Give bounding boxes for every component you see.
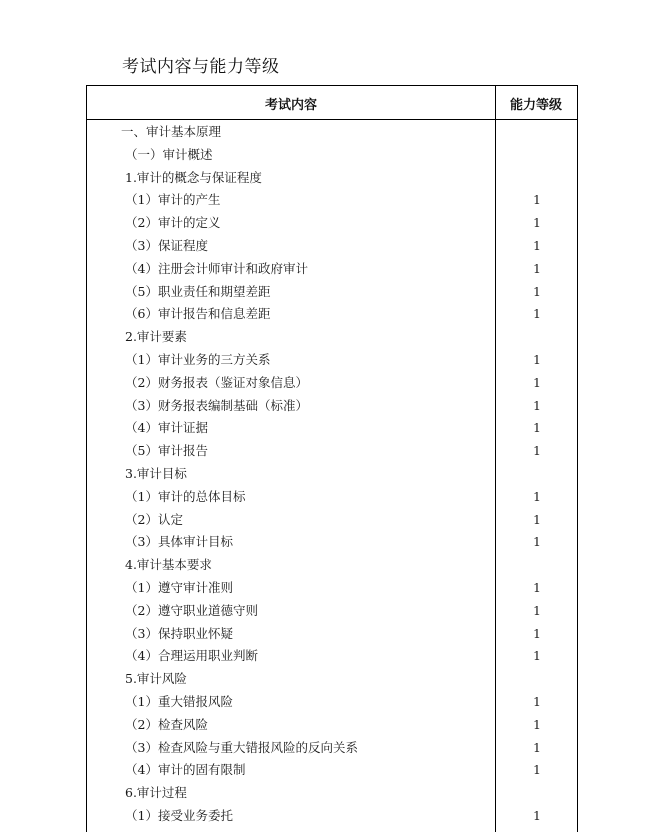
row-ability-level: 1 <box>533 420 541 436</box>
table-row <box>87 645 577 668</box>
table-row <box>87 189 577 212</box>
row-ability-level: 1 <box>533 192 541 208</box>
row-ability-level: 1 <box>533 762 541 778</box>
row-content: 5.审计风险 <box>125 671 187 687</box>
row-ability-level: 1 <box>533 739 541 755</box>
row-content: （4）注册会计师审计和政府审计 <box>125 260 308 276</box>
table-row <box>87 212 577 235</box>
row-content: （2）检查风险 <box>125 716 208 732</box>
table-row <box>87 691 577 714</box>
table-row <box>87 486 577 509</box>
table-row <box>87 737 577 760</box>
row-content: （3）财务报表编制基础（标准） <box>125 397 308 413</box>
table-row <box>87 281 577 304</box>
table-row <box>87 600 577 623</box>
row-ability-level: 1 <box>533 306 541 322</box>
table-row <box>87 463 577 486</box>
row-ability-level: 1 <box>533 602 541 618</box>
header-ability-level: 能力等级 <box>509 98 562 113</box>
table-row <box>87 759 577 782</box>
row-content: （2）财务报表（鉴证对象信息） <box>125 374 308 390</box>
row-ability-level: 1 <box>533 693 541 709</box>
row-ability-level: 1 <box>533 807 541 823</box>
table-row <box>87 668 577 691</box>
table-row <box>87 509 577 532</box>
row-content: （2）遵守职业道德守则 <box>125 602 258 618</box>
table-row <box>87 805 577 828</box>
table-row <box>87 531 577 554</box>
row-ability-level: 1 <box>533 260 541 276</box>
table-row <box>87 577 577 600</box>
row-content: 6.审计过程 <box>125 785 187 801</box>
row-ability-level: 1 <box>533 511 541 527</box>
table-row <box>87 167 577 190</box>
row-content: （3）保证程度 <box>125 237 208 253</box>
row-content: （4）审计证据 <box>125 420 208 436</box>
row-ability-level: 1 <box>533 648 541 664</box>
row-content: （4）审计的固有限制 <box>125 762 246 778</box>
row-content: （2）认定 <box>125 511 183 527</box>
table-row <box>87 121 577 144</box>
row-ability-level: 1 <box>533 374 541 390</box>
row-ability-level: 1 <box>533 716 541 732</box>
row-ability-level: 1 <box>533 351 541 367</box>
row-content: 1.审计的概念与保证程度 <box>125 169 262 185</box>
row-content: （4）合理运用职业判断 <box>125 648 258 664</box>
row-content: （5）审计报告 <box>125 443 208 459</box>
table-row <box>87 349 577 372</box>
row-content: （5）职业责任和期望差距 <box>125 283 271 299</box>
table-row <box>87 258 577 281</box>
row-content: （3）检查风险与重大错报风险的反向关系 <box>125 739 358 755</box>
row-ability-level: 1 <box>533 625 541 641</box>
row-content: （1）审计的总体目标 <box>125 488 246 504</box>
row-content: （1）遵守审计准则 <box>125 579 233 595</box>
table-header-row <box>87 86 577 120</box>
table-row <box>87 326 577 349</box>
row-content: （一）审计概述 <box>125 146 213 162</box>
row-ability-level: 1 <box>533 397 541 413</box>
row-content: 2.审计要素 <box>125 329 187 345</box>
row-ability-level: 1 <box>533 237 541 253</box>
table-row <box>87 235 577 258</box>
table-row <box>87 417 577 440</box>
row-content: （3）具体审计目标 <box>125 534 233 550</box>
table-body <box>87 121 577 828</box>
table-row <box>87 395 577 418</box>
row-content: 4.审计基本要求 <box>125 557 212 573</box>
document-title: 考试内容与能力等级 <box>122 57 280 77</box>
row-content: 一、审计基本原理 <box>121 124 222 139</box>
table-row <box>87 554 577 577</box>
row-ability-level: 1 <box>533 488 541 504</box>
table-row <box>87 440 577 463</box>
header-exam-content: 考试内容 <box>264 98 317 113</box>
row-content: （1）审计的产生 <box>125 192 221 208</box>
table-row <box>87 144 577 167</box>
row-content: （1）重大错报风险 <box>125 693 233 709</box>
row-content: 3.审计目标 <box>125 465 187 481</box>
row-content: （1）接受业务委托 <box>125 807 233 823</box>
row-ability-level: 1 <box>533 534 541 550</box>
row-ability-level: 1 <box>533 443 541 459</box>
row-content: （3）保持职业怀疑 <box>125 625 233 641</box>
exam-content-table <box>86 85 578 832</box>
row-ability-level: 1 <box>533 283 541 299</box>
table-row <box>87 623 577 646</box>
table-row <box>87 714 577 737</box>
row-ability-level: 1 <box>533 215 541 231</box>
row-content: （1）审计业务的三方关系 <box>125 351 271 367</box>
table-row <box>87 782 577 805</box>
row-content: （6）审计报告和信息差距 <box>125 306 271 322</box>
row-ability-level: 1 <box>533 579 541 595</box>
table-row <box>87 303 577 326</box>
table-row <box>87 372 577 395</box>
row-content: （2）审计的定义 <box>125 215 221 231</box>
